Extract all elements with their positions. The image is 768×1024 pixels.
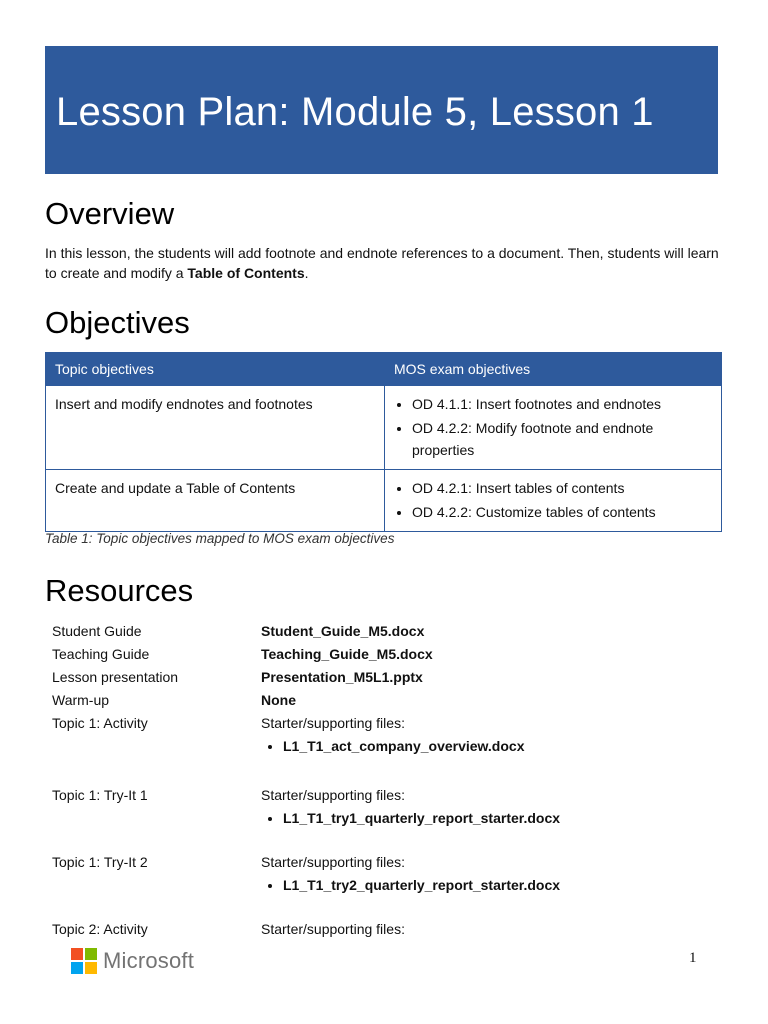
table-caption: Table 1: Topic objectives mapped to MOS exam objectives <box>45 531 395 546</box>
resource-row <box>52 643 712 666</box>
resource-value-text: Starter/supporting files: <box>261 854 405 870</box>
resource-value-text: Starter/supporting files: <box>261 787 405 803</box>
table-row <box>46 470 722 532</box>
page-number: 1 <box>689 950 697 966</box>
resource-row <box>52 712 712 758</box>
resource-label: Teaching Guide <box>52 646 150 662</box>
resource-value <box>261 851 560 897</box>
resource-value: Presentation_M5L1.pptx <box>261 669 423 685</box>
resource-file: • L1_T1_act_company_overview.docx <box>283 735 525 758</box>
resource-row <box>52 918 712 941</box>
resource-row <box>52 784 712 830</box>
resource-label: Topic 2: Activity <box>52 921 148 937</box>
objectives-table <box>45 352 722 532</box>
resource-value <box>261 712 525 758</box>
table-header-row <box>46 353 722 386</box>
resource-label: Topic 1: Activity <box>52 715 148 731</box>
resources-heading: Resources <box>45 573 194 608</box>
title-banner <box>45 46 718 174</box>
resource-value: Teaching_Guide_M5.docx <box>261 646 433 662</box>
resource-value-text: Starter/supporting files: <box>261 715 405 731</box>
topic-cell: Create and update a Table of Contents <box>46 470 385 532</box>
resource-label: Student Guide <box>52 623 142 639</box>
mos-cell <box>385 386 722 470</box>
resource-row <box>52 620 712 643</box>
resource-label: Topic 1: Try-It 1 <box>52 787 148 803</box>
overview-text-end: . <box>304 265 309 281</box>
overview-text-bold: Table of Contents <box>187 265 305 281</box>
resource-label: Warm-up <box>52 692 110 708</box>
objectives-heading: Objectives <box>45 305 190 340</box>
overview-text: In this lesson, the students will add footnote and endnote references to a document. Then, students will learn to create and modify a <box>45 245 719 281</box>
mos-objective-item: • OD 4.2.2: Modify footnote and endnote properties <box>412 417 712 461</box>
topic-cell: Insert and modify endnotes and footnotes <box>46 386 385 470</box>
resources-list <box>52 620 712 941</box>
resource-row <box>52 851 712 897</box>
resource-row <box>52 666 712 689</box>
resource-label: Topic 1: Try-It 2 <box>52 854 148 870</box>
mos-cell <box>385 470 722 532</box>
mos-objective-item: • OD 4.2.2: Customize tables of contents <box>412 501 712 523</box>
resource-value: Student_Guide_M5.docx <box>261 623 425 639</box>
resource-row <box>52 689 712 712</box>
column-header-topic: Topic objectives <box>46 353 385 386</box>
resource-value: Starter/supporting files: <box>261 921 405 937</box>
microsoft-logo <box>71 948 194 974</box>
resource-file: • L1_T1_try1_quarterly_report_starter.docx <box>283 807 560 830</box>
microsoft-logo-icon <box>71 948 97 974</box>
resource-value <box>261 784 560 830</box>
resource-value: None <box>261 692 296 708</box>
resource-file: • L1_T1_try2_quarterly_report_starter.docx <box>283 874 560 897</box>
overview-paragraph <box>45 243 725 283</box>
column-header-mos: MOS exam objectives <box>385 353 722 386</box>
microsoft-logo-text: Microsoft <box>103 948 195 973</box>
page-title: Lesson Plan: Module 5, Lesson 1 <box>56 90 654 134</box>
resource-label: Lesson presentation <box>52 669 179 685</box>
mos-objective-item: • OD 4.2.1: Insert tables of contents <box>412 477 712 499</box>
table-row <box>46 386 722 470</box>
overview-heading: Overview <box>45 196 175 231</box>
mos-objective-item: • OD 4.1.1: Insert footnotes and endnotes <box>412 393 712 415</box>
